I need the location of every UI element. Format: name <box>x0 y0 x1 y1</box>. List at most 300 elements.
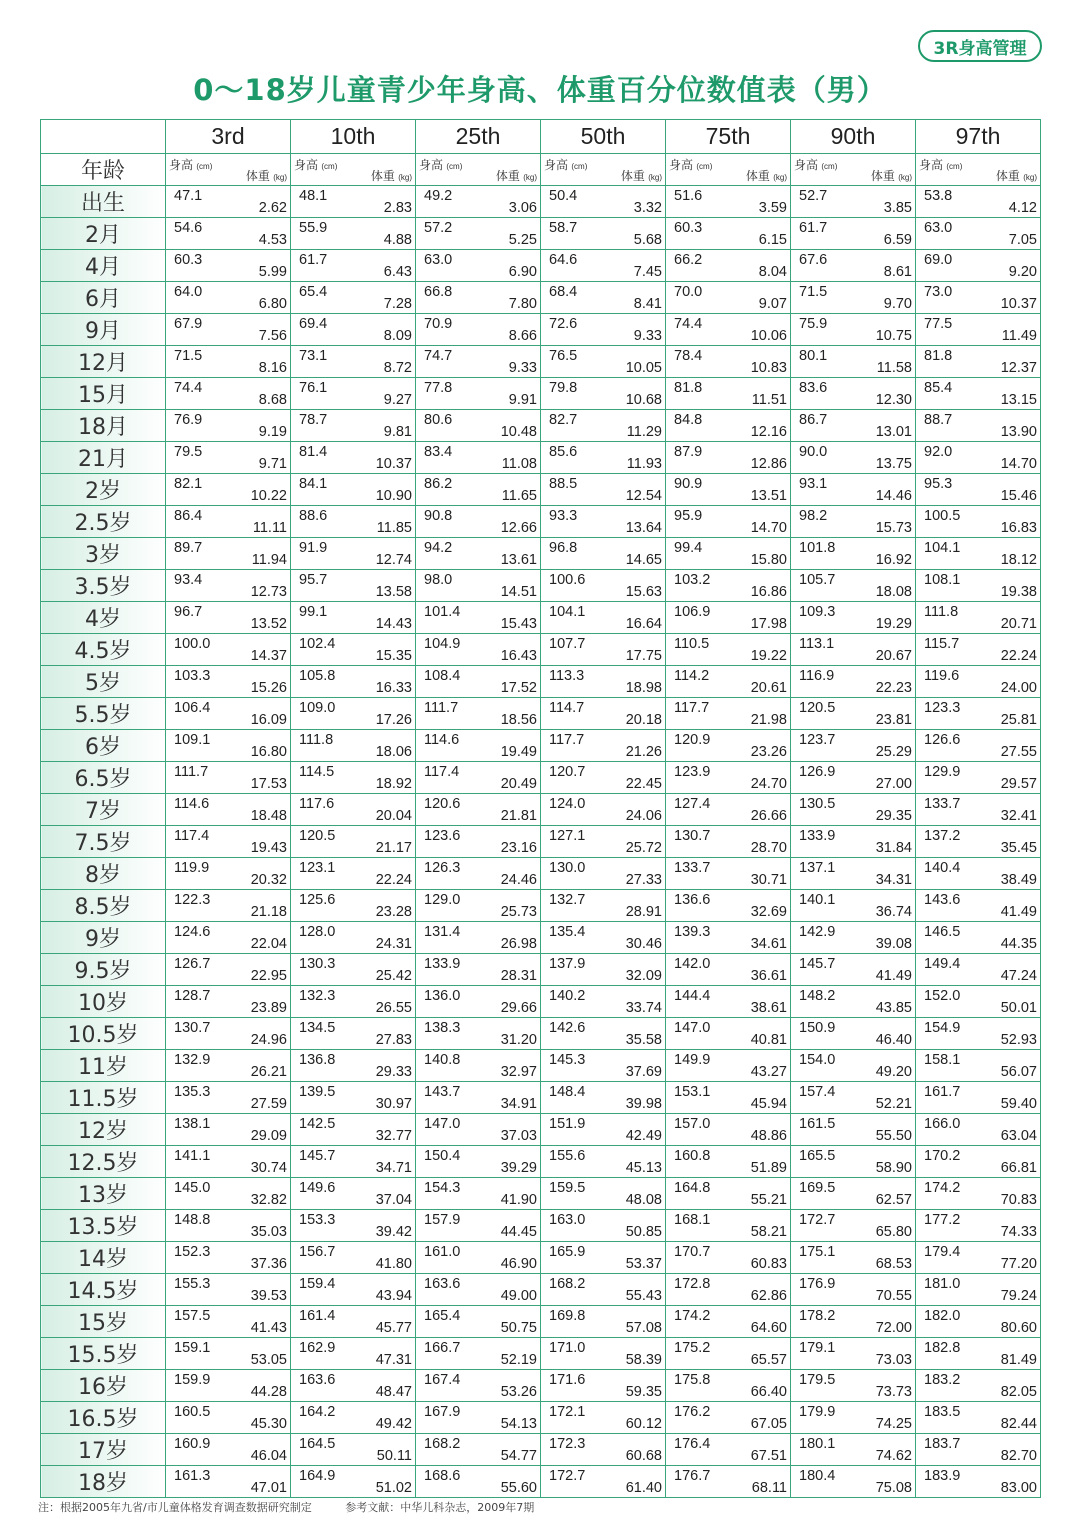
height-value: 159.5 <box>549 1180 586 1196</box>
weight-value: 30.74 <box>250 1160 287 1176</box>
value-cell <box>541 698 666 730</box>
weight-value: 12.74 <box>375 552 412 568</box>
height-value: 166.7 <box>424 1340 461 1356</box>
height-value: 168.6 <box>424 1468 461 1484</box>
weight-value: 23.16 <box>500 840 537 856</box>
table-row <box>41 602 1041 634</box>
height-value: 123.7 <box>799 732 836 748</box>
weight-value: 8.16 <box>258 360 287 376</box>
value-cell <box>916 1466 1041 1498</box>
height-value: 147.0 <box>674 1020 711 1036</box>
weight-value: 10.83 <box>750 360 787 376</box>
age-cell: 15月 <box>41 378 166 410</box>
value-cell <box>791 1274 916 1306</box>
table-row <box>41 250 1041 282</box>
height-value: 120.9 <box>674 732 711 748</box>
value-cell <box>291 954 416 986</box>
height-value: 74.4 <box>674 316 703 332</box>
height-value: 117.6 <box>299 796 335 812</box>
table-row <box>41 1434 1041 1466</box>
height-value: 174.2 <box>924 1180 961 1196</box>
height-value: 150.4 <box>424 1148 461 1164</box>
value-cell <box>291 602 416 634</box>
weight-value: 50.01 <box>1000 1000 1037 1016</box>
value-cell <box>166 186 291 218</box>
weight-value: 18.08 <box>875 584 912 600</box>
height-value: 80.1 <box>799 348 828 364</box>
value-cell <box>166 282 291 314</box>
weight-value: 61.40 <box>625 1480 662 1496</box>
weight-value: 50.75 <box>500 1320 537 1336</box>
height-value: 110.5 <box>674 636 710 652</box>
weight-value: 6.59 <box>883 232 912 248</box>
height-value: 89.7 <box>174 540 203 556</box>
height-value: 98.2 <box>799 508 828 524</box>
value-cell <box>541 666 666 698</box>
value-cell <box>291 1402 416 1434</box>
height-value: 160.5 <box>174 1404 211 1420</box>
height-value: 139.5 <box>299 1084 336 1100</box>
height-value: 153.3 <box>299 1212 336 1228</box>
height-value: 176.4 <box>674 1436 711 1452</box>
weight-value: 8.66 <box>508 328 537 344</box>
value-cell <box>791 986 916 1018</box>
height-value: 151.9 <box>549 1116 586 1132</box>
weight-value: 14.37 <box>250 648 287 664</box>
value-cell <box>666 474 791 506</box>
weight-value: 27.83 <box>375 1032 412 1048</box>
weight-value: 14.51 <box>500 584 537 600</box>
value-cell <box>791 346 916 378</box>
height-value: 140.8 <box>424 1052 461 1068</box>
height-value: 161.4 <box>299 1308 336 1324</box>
age-column-header: 年龄 <box>41 154 166 186</box>
weight-value: 16.09 <box>250 712 287 728</box>
value-cell <box>541 538 666 570</box>
weight-value: 16.33 <box>375 680 412 696</box>
value-cell <box>541 1466 666 1498</box>
value-cell <box>666 698 791 730</box>
weight-value: 54.13 <box>500 1416 537 1432</box>
table-row <box>41 826 1041 858</box>
height-value: 127.4 <box>674 796 711 812</box>
value-cell <box>666 922 791 954</box>
height-value: 78.4 <box>674 348 703 364</box>
height-value: 136.8 <box>299 1052 336 1068</box>
weight-value: 39.29 <box>500 1160 537 1176</box>
height-value: 61.7 <box>299 252 328 268</box>
value-cell <box>791 186 916 218</box>
table-row <box>41 730 1041 762</box>
height-value: 68.4 <box>549 284 578 300</box>
value-cell <box>166 1306 291 1338</box>
value-cell <box>666 282 791 314</box>
weight-value: 45.30 <box>250 1416 287 1432</box>
weight-value: 30.71 <box>750 872 787 888</box>
height-value: 163.6 <box>424 1276 461 1292</box>
value-cell <box>416 474 541 506</box>
weight-value: 34.61 <box>750 936 787 952</box>
table-body <box>41 186 1041 1498</box>
value-cell <box>791 1050 916 1082</box>
weight-value: 20.49 <box>500 776 537 792</box>
height-value: 102.4 <box>299 636 336 652</box>
age-cell: 6月 <box>41 282 166 314</box>
weight-value: 53.26 <box>500 1384 537 1400</box>
weight-value: 81.49 <box>1000 1352 1037 1368</box>
value-cell <box>541 1242 666 1274</box>
weight-value: 8.61 <box>883 264 912 280</box>
height-value: 157.9 <box>424 1212 461 1228</box>
value-cell <box>416 378 541 410</box>
weight-value: 34.31 <box>875 872 912 888</box>
height-value: 79.8 <box>549 380 578 396</box>
height-value: 178.2 <box>799 1308 836 1324</box>
value-cell <box>541 1370 666 1402</box>
value-cell <box>291 762 416 794</box>
value-cell <box>291 666 416 698</box>
value-cell <box>541 1114 666 1146</box>
weight-value: 18.98 <box>625 680 662 696</box>
weight-value: 22.95 <box>250 968 287 984</box>
height-value: 114.6 <box>424 732 460 748</box>
weight-value: 9.91 <box>508 392 537 408</box>
height-value: 176.9 <box>799 1276 836 1292</box>
weight-value: 13.61 <box>500 552 537 568</box>
weight-value: 17.52 <box>500 680 537 696</box>
weight-value: 12.30 <box>875 392 912 408</box>
value-cell <box>791 1178 916 1210</box>
height-value: 49.2 <box>424 188 453 204</box>
weight-value: 6.90 <box>508 264 537 280</box>
value-cell <box>791 794 916 826</box>
weight-value: 41.49 <box>875 968 912 984</box>
height-value: 69.0 <box>924 252 953 268</box>
age-cell: 18月 <box>41 410 166 442</box>
weight-value: 8.09 <box>383 328 412 344</box>
weight-value: 39.98 <box>625 1096 662 1112</box>
weight-value: 9.33 <box>508 360 537 376</box>
height-value: 120.6 <box>424 796 461 812</box>
weight-value: 25.81 <box>1000 712 1037 728</box>
weight-value: 8.68 <box>258 392 287 408</box>
value-cell <box>291 1146 416 1178</box>
weight-value: 10.68 <box>625 392 662 408</box>
height-value: 117.7 <box>674 700 710 716</box>
weight-label: 体重 (kg) <box>745 168 787 183</box>
weight-value: 8.41 <box>633 296 662 312</box>
value-cell <box>291 1210 416 1242</box>
weight-value: 67.05 <box>750 1416 787 1432</box>
height-value: 114.7 <box>549 700 585 716</box>
weight-value: 11.85 <box>376 520 412 536</box>
value-cell <box>666 1370 791 1402</box>
age-cell: 12岁 <box>41 1114 166 1146</box>
weight-value: 3.32 <box>633 200 662 216</box>
weight-value: 55.43 <box>625 1288 662 1304</box>
value-cell <box>291 922 416 954</box>
weight-value: 16.92 <box>875 552 912 568</box>
height-value: 144.4 <box>674 988 711 1004</box>
weight-value: 26.55 <box>375 1000 412 1016</box>
weight-value: 20.18 <box>625 712 662 728</box>
height-value: 88.7 <box>924 412 953 428</box>
height-value: 101.4 <box>424 604 461 620</box>
subheader-row <box>41 154 1041 186</box>
table-row <box>41 1210 1041 1242</box>
value-cell <box>916 1178 1041 1210</box>
weight-value: 59.40 <box>1000 1096 1037 1112</box>
weight-value: 67.51 <box>750 1448 787 1464</box>
height-value: 161.3 <box>174 1468 211 1484</box>
weight-value: 19.22 <box>750 648 787 664</box>
height-value: 142.0 <box>674 956 711 972</box>
height-value: 154.9 <box>924 1020 961 1036</box>
value-cell <box>166 1402 291 1434</box>
weight-value: 21.98 <box>750 712 787 728</box>
value-cell <box>166 218 291 250</box>
value-cell <box>416 346 541 378</box>
weight-value: 47.31 <box>375 1352 412 1368</box>
table-row <box>41 762 1041 794</box>
weight-value: 32.41 <box>1000 808 1037 824</box>
height-value: 74.4 <box>174 380 203 396</box>
height-value: 164.8 <box>674 1180 711 1196</box>
height-value: 93.4 <box>174 572 203 588</box>
value-cell <box>916 1402 1041 1434</box>
height-value: 161.5 <box>799 1116 836 1132</box>
weight-value: 29.57 <box>1000 776 1037 792</box>
height-value: 90.9 <box>674 476 703 492</box>
value-cell <box>541 1210 666 1242</box>
value-cell <box>416 506 541 538</box>
weight-value: 79.24 <box>1000 1288 1037 1304</box>
height-value: 182.8 <box>924 1340 961 1356</box>
age-cell: 12月 <box>41 346 166 378</box>
weight-value: 70.83 <box>1000 1192 1037 1208</box>
age-cell: 15.5岁 <box>41 1338 166 1370</box>
weight-value: 50.85 <box>625 1224 662 1240</box>
subheader-cell <box>166 154 291 186</box>
height-value: 164.9 <box>299 1468 336 1484</box>
weight-value: 74.62 <box>875 1448 912 1464</box>
weight-value: 62.57 <box>875 1192 912 1208</box>
weight-value: 2.62 <box>258 200 287 216</box>
value-cell <box>416 1370 541 1402</box>
height-value: 126.7 <box>174 956 211 972</box>
weight-value: 65.57 <box>750 1352 787 1368</box>
weight-value: 29.66 <box>500 1000 537 1016</box>
weight-value: 20.61 <box>750 680 787 696</box>
height-value: 136.0 <box>424 988 461 1004</box>
value-cell <box>291 1306 416 1338</box>
height-value: 106.4 <box>174 700 211 716</box>
weight-value: 29.35 <box>875 808 912 824</box>
height-value: 76.9 <box>174 412 203 428</box>
value-cell <box>541 762 666 794</box>
value-cell <box>166 570 291 602</box>
weight-value: 4.88 <box>383 232 412 248</box>
weight-value: 39.42 <box>375 1224 412 1240</box>
height-value: 65.4 <box>299 284 328 300</box>
value-cell <box>166 1434 291 1466</box>
value-cell <box>791 890 916 922</box>
table-row <box>41 1370 1041 1402</box>
height-value: 136.6 <box>674 892 711 908</box>
value-cell <box>791 250 916 282</box>
value-cell <box>916 986 1041 1018</box>
height-value: 67.9 <box>174 316 203 332</box>
value-cell <box>416 570 541 602</box>
height-value: 88.6 <box>299 508 328 524</box>
weight-value: 26.66 <box>750 808 787 824</box>
value-cell <box>666 890 791 922</box>
height-value: 108.4 <box>424 668 461 684</box>
age-cell: 出生 <box>41 186 166 218</box>
height-value: 84.8 <box>674 412 703 428</box>
age-cell: 5.5岁 <box>41 698 166 730</box>
weight-value: 11.08 <box>501 456 537 472</box>
height-value: 114.6 <box>174 796 210 812</box>
weight-value: 18.56 <box>500 712 537 728</box>
age-cell: 14岁 <box>41 1242 166 1274</box>
weight-value: 45.94 <box>750 1096 787 1112</box>
table-row <box>41 1274 1041 1306</box>
value-cell <box>291 250 416 282</box>
height-value: 111.7 <box>174 764 209 780</box>
value-cell <box>666 666 791 698</box>
value-cell <box>166 1274 291 1306</box>
value-cell <box>416 666 541 698</box>
height-value: 57.2 <box>424 220 453 236</box>
height-value: 80.6 <box>424 412 453 428</box>
height-value: 140.4 <box>924 860 961 876</box>
weight-value: 63.04 <box>1000 1128 1037 1144</box>
height-value: 100.5 <box>924 508 961 524</box>
value-cell <box>291 218 416 250</box>
height-value: 96.7 <box>174 604 203 620</box>
value-cell <box>541 1050 666 1082</box>
value-cell <box>791 378 916 410</box>
weight-value: 27.55 <box>1000 744 1037 760</box>
value-cell <box>916 218 1041 250</box>
value-cell <box>416 218 541 250</box>
height-value: 130.7 <box>174 1020 211 1036</box>
value-cell <box>541 442 666 474</box>
weight-value: 23.89 <box>250 1000 287 1016</box>
height-value: 83.6 <box>799 380 828 396</box>
value-cell <box>416 634 541 666</box>
table-row <box>41 1018 1041 1050</box>
weight-value: 22.04 <box>250 936 287 952</box>
value-cell <box>791 506 916 538</box>
weight-value: 43.94 <box>375 1288 412 1304</box>
value-cell <box>666 250 791 282</box>
weight-value: 3.59 <box>758 200 787 216</box>
weight-value: 15.26 <box>250 680 287 696</box>
value-cell <box>791 634 916 666</box>
height-value: 58.7 <box>549 220 578 236</box>
value-cell <box>916 186 1041 218</box>
value-cell <box>666 1114 791 1146</box>
value-cell <box>291 282 416 314</box>
weight-value: 72.00 <box>875 1320 912 1336</box>
height-value: 183.2 <box>924 1372 961 1388</box>
height-value: 180.1 <box>799 1436 836 1452</box>
weight-value: 17.53 <box>250 776 287 792</box>
height-value: 48.1 <box>299 188 328 204</box>
weight-value: 41.43 <box>250 1320 287 1336</box>
height-value: 177.2 <box>924 1212 961 1228</box>
weight-value: 12.73 <box>250 584 287 600</box>
value-cell <box>291 986 416 1018</box>
value-cell <box>416 1306 541 1338</box>
weight-value: 19.38 <box>1000 584 1037 600</box>
height-value: 181.0 <box>924 1276 961 1292</box>
weight-value: 16.43 <box>500 648 537 664</box>
height-value: 73.0 <box>924 284 953 300</box>
height-value: 104.1 <box>924 540 961 556</box>
weight-value: 56.07 <box>1000 1064 1037 1080</box>
value-cell <box>291 1114 416 1146</box>
value-cell <box>416 762 541 794</box>
height-value: 165.4 <box>424 1308 461 1324</box>
weight-value: 4.12 <box>1008 200 1037 216</box>
weight-value: 11.65 <box>501 488 537 504</box>
age-cell: 9月 <box>41 314 166 346</box>
weight-value: 32.82 <box>250 1192 287 1208</box>
value-cell <box>666 1018 791 1050</box>
age-cell: 3.5岁 <box>41 570 166 602</box>
height-value: 88.5 <box>549 476 578 492</box>
weight-value: 27.59 <box>250 1096 287 1112</box>
percentile-header: 50th <box>541 120 666 154</box>
height-value: 109.0 <box>299 700 336 716</box>
value-cell <box>416 282 541 314</box>
value-cell <box>291 890 416 922</box>
height-value: 126.6 <box>924 732 961 748</box>
weight-value: 7.80 <box>508 296 537 312</box>
value-cell <box>791 858 916 890</box>
height-value: 103.2 <box>674 572 711 588</box>
value-cell <box>666 442 791 474</box>
weight-value: 49.20 <box>875 1064 912 1080</box>
height-value: 161.0 <box>424 1244 461 1260</box>
table-row <box>41 218 1041 250</box>
value-cell <box>791 602 916 634</box>
height-value: 169.8 <box>549 1308 586 1324</box>
weight-value: 41.80 <box>375 1256 412 1272</box>
weight-value: 45.13 <box>625 1160 662 1176</box>
value-cell <box>916 1082 1041 1114</box>
weight-value: 70.55 <box>875 1288 912 1304</box>
subheader-cell <box>666 154 791 186</box>
value-cell <box>291 858 416 890</box>
weight-value: 32.69 <box>750 904 787 920</box>
weight-value: 47.24 <box>1000 968 1037 984</box>
value-cell <box>541 314 666 346</box>
weight-value: 25.42 <box>375 968 412 984</box>
value-cell <box>291 570 416 602</box>
value-cell <box>666 538 791 570</box>
height-value: 98.0 <box>424 572 453 588</box>
table-row <box>41 1402 1041 1434</box>
height-value: 148.4 <box>549 1084 586 1100</box>
height-value: 133.9 <box>799 828 836 844</box>
height-value: 99.4 <box>674 540 703 556</box>
height-value: 119.6 <box>924 668 960 684</box>
corner-cell <box>41 120 166 154</box>
